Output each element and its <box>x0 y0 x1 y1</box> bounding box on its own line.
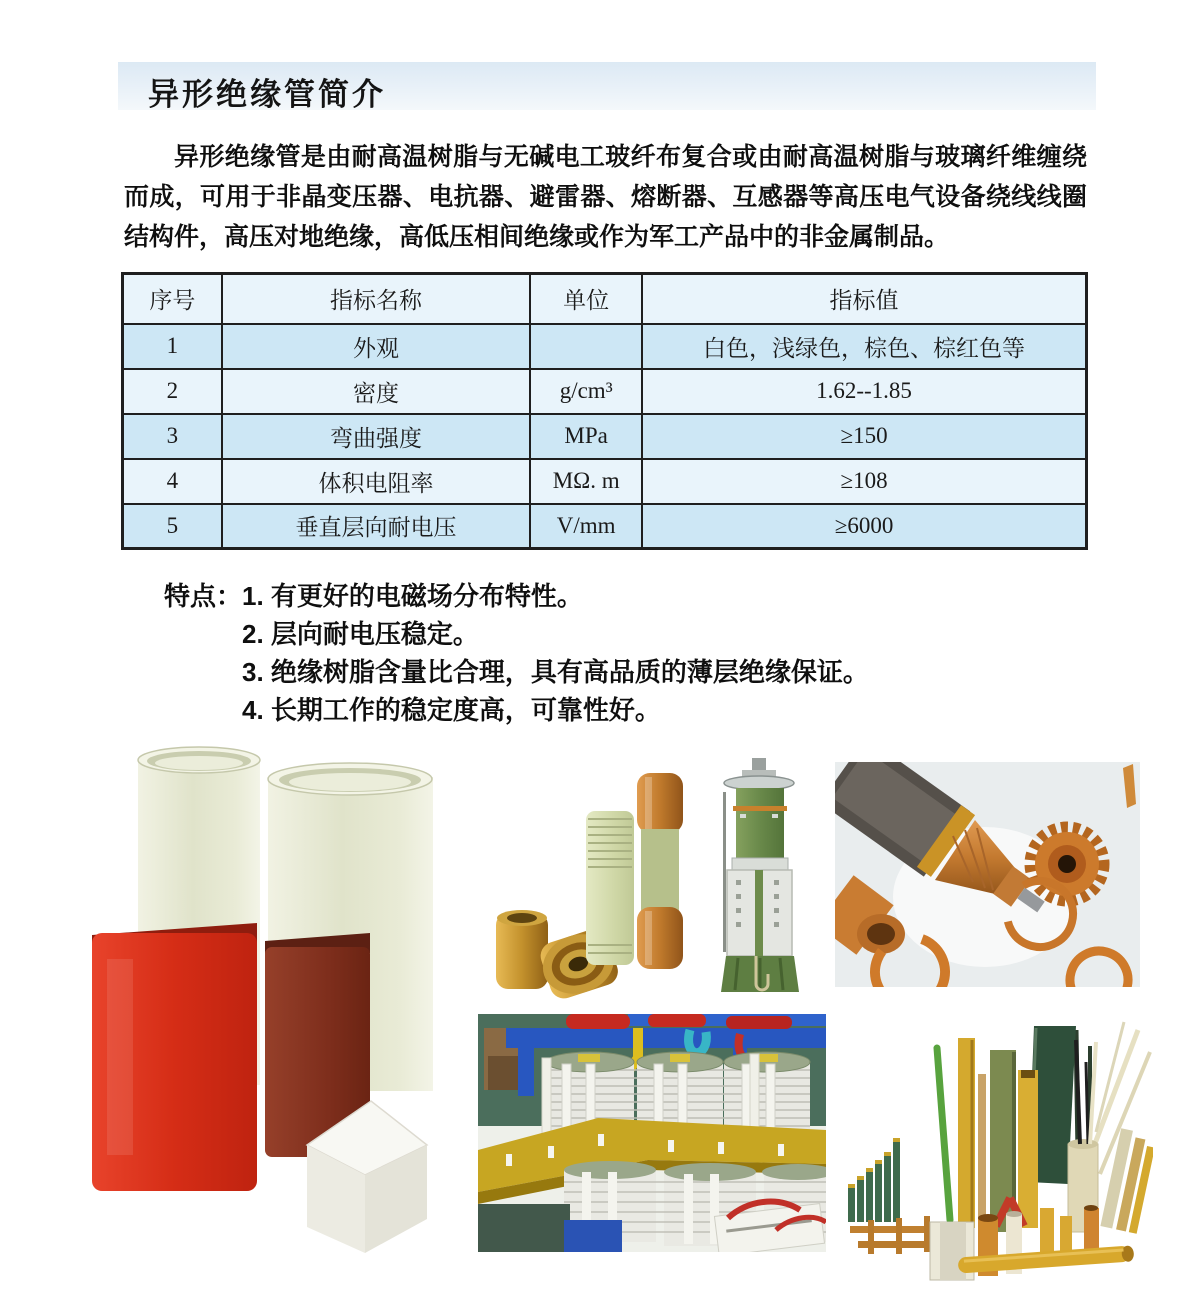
table-row <box>123 414 1087 459</box>
spec-table <box>121 272 1088 550</box>
cell-name: 体积电阻率 <box>222 459 530 504</box>
cell-no: 5 <box>123 504 222 549</box>
photo-transformer-coils <box>478 1014 826 1252</box>
features-label: 特点： <box>164 581 243 611</box>
section-title-band <box>118 62 1096 110</box>
photo-copper-armature-parts <box>835 762 1140 987</box>
cell-unit: MΩ. m <box>530 459 642 504</box>
intro-paragraph: 异形绝缘管是由耐高温树脂与无碱电工玻纤布复合或由耐高温树脂与玻璃纤维缠绕而成，可用于非晶变压器、电抗器、避雷器、熔断器、互感器等高压电气设备绕线线圈结构件，高压对地绝缘，高低压相间绝缘或作为军工产品中的非金属制品。 <box>124 143 1087 251</box>
table-row <box>123 324 1087 369</box>
transformer-illustration <box>478 1014 826 1252</box>
features-list <box>242 577 1024 729</box>
photo-fuse-device <box>712 752 807 1007</box>
assorted-profiles-illustration <box>838 1012 1153 1284</box>
col-header-unit: 单位 <box>530 274 642 324</box>
table-row <box>123 369 1087 414</box>
page-title: 异形绝缘管简介 <box>148 77 386 112</box>
cell-unit: g/cm³ <box>530 369 642 414</box>
copper-armature-illustration <box>835 762 1140 987</box>
cell-value: 白色，浅绿色，棕色、棕红色等 <box>642 324 1086 369</box>
cell-value: ≥150 <box>642 414 1086 459</box>
cell-value: 1.62--1.85 <box>642 369 1086 414</box>
feature-item: 3. 绝缘树脂含量比合理，具有高品质的薄层绝缘保证。 <box>242 657 869 687</box>
cell-no: 3 <box>123 414 222 459</box>
feature-item: 1. 有更好的电磁场分布特性。 <box>242 581 583 611</box>
features-block <box>164 577 1024 729</box>
cell-value: ≥108 <box>642 459 1086 504</box>
cell-no: 2 <box>123 369 222 414</box>
cell-no: 4 <box>123 459 222 504</box>
col-header-value: 指标值 <box>642 274 1086 324</box>
spec-table-header-row <box>123 274 1087 324</box>
fuse-device-illustration <box>712 752 807 1007</box>
insulating-tubes-illustration <box>65 745 480 1257</box>
table-row <box>123 504 1087 549</box>
cell-no: 1 <box>123 324 222 369</box>
fuse-tube-parts-illustration <box>482 755 707 1000</box>
feature-item: 2. 层向耐电压稳定。 <box>242 619 479 649</box>
cell-name: 弯曲强度 <box>222 414 530 459</box>
cell-name: 垂直层向耐电压 <box>222 504 530 549</box>
photo-insulating-tubes <box>65 745 480 1257</box>
feature-item: 4. 长期工作的稳定度高，可靠性好。 <box>242 695 661 725</box>
cell-unit: V/mm <box>530 504 642 549</box>
photo-fuse-tube-parts <box>482 755 707 1000</box>
col-header-no: 序号 <box>123 274 222 324</box>
cell-name: 外观 <box>222 324 530 369</box>
cell-name: 密度 <box>222 369 530 414</box>
cell-unit <box>530 324 642 369</box>
table-row <box>123 459 1087 504</box>
cell-value: ≥6000 <box>642 504 1086 549</box>
photo-assorted-profiles <box>838 1012 1153 1284</box>
cell-unit: MPa <box>530 414 642 459</box>
col-header-name: 指标名称 <box>222 274 530 324</box>
